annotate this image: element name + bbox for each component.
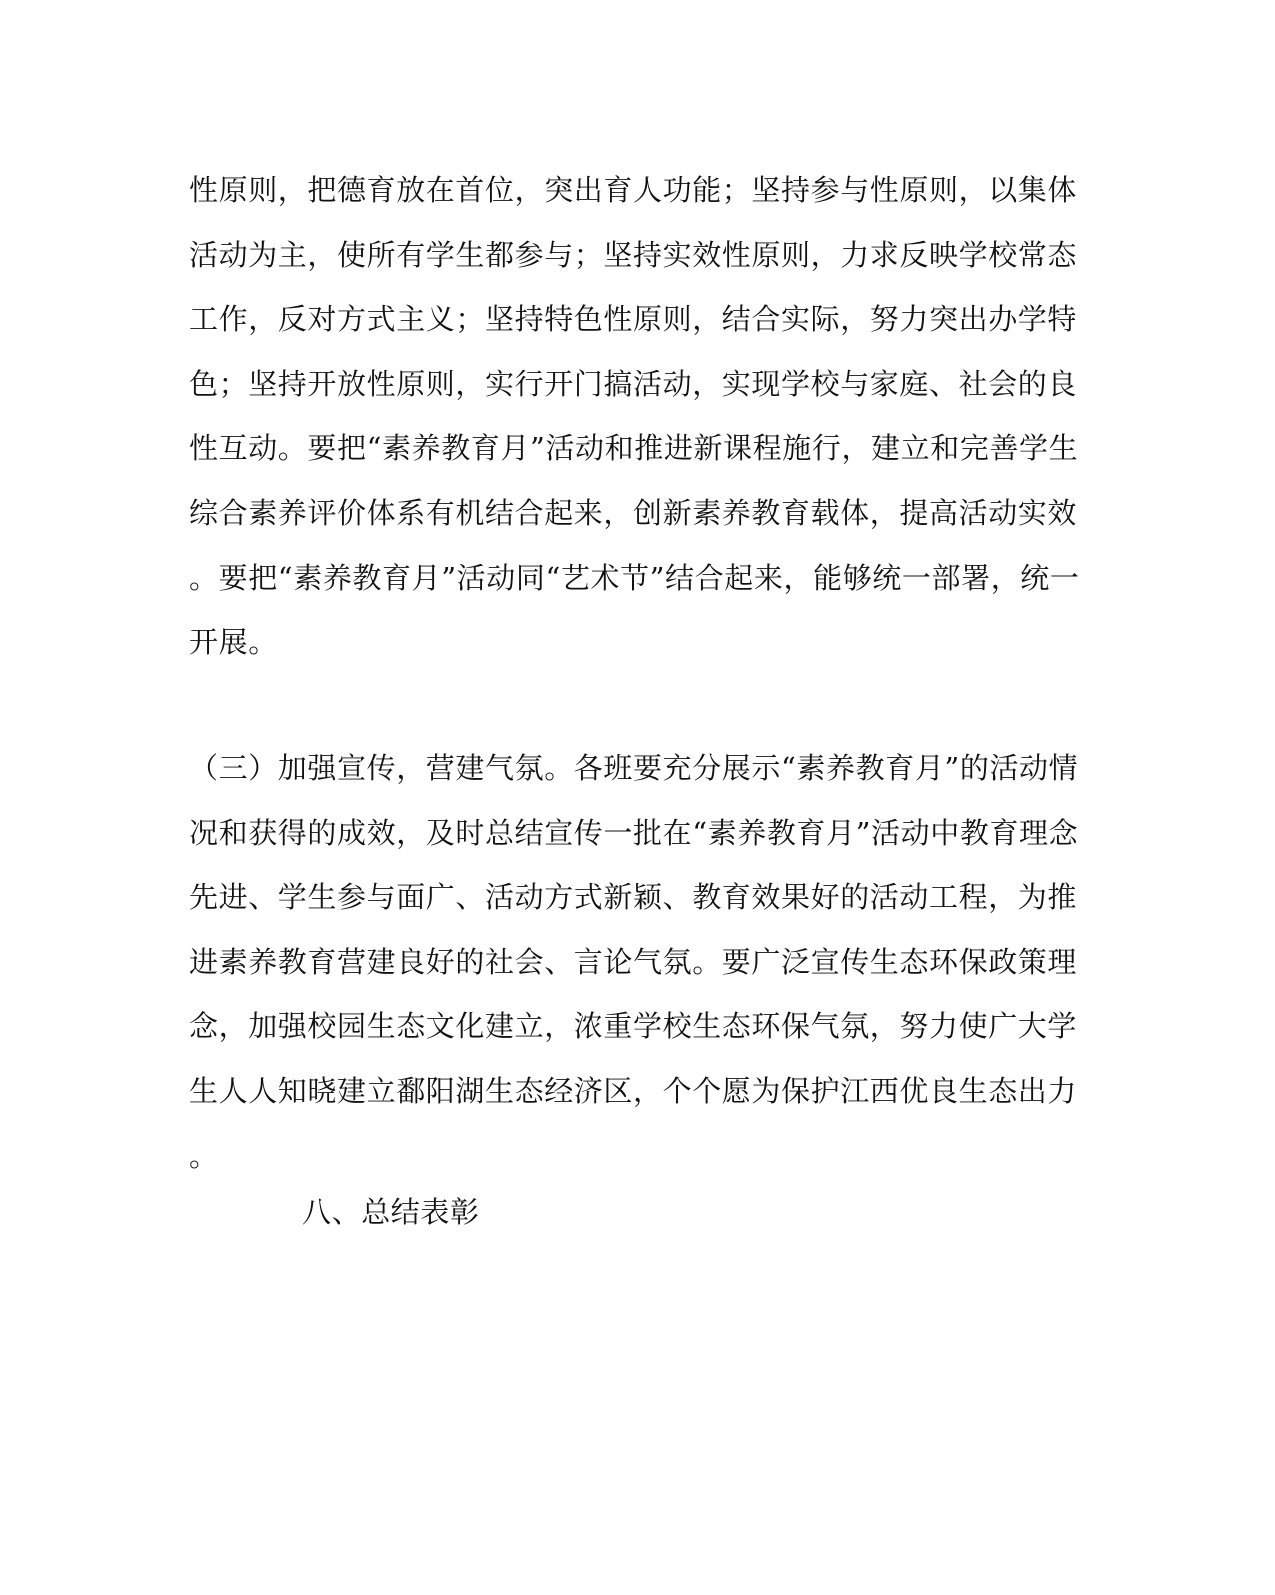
text-line: 进素养教育营建良好的社会、言论气氛。要广泛宣传生态环保政策理 — [189, 944, 1078, 979]
text-line: 生人人知晓建立鄱阳湖生态经济区，个个愿为保护江西优良生态出力 — [189, 1073, 1078, 1108]
text-line: 工作，反对方式主义；坚持特色性原则，结合实际，努力突出办学特 — [189, 302, 1078, 337]
text-line: 。 — [189, 1138, 219, 1173]
paragraph-principles — [189, 158, 1080, 675]
text-line: 性互动。要把“素养教育月”活动和推进新课程施行，建立和完善学生 — [189, 431, 1079, 466]
text-line: 综合素养评价体系有机结合起来，创新素养教育载体，提高活动实效 — [189, 495, 1078, 530]
text-line: 活动为主，使所有学生都参与；坚持实效性原则，力求反映学校常态 — [189, 237, 1078, 272]
section-heading: 八、总结表彰 — [302, 1195, 480, 1229]
text-line: 开展。 — [189, 625, 278, 660]
text-line: （三）加强宣传，营建气氛。各班要充分展示“素养教育月”的活动情 — [189, 751, 1079, 785]
text-line: 色；坚持开放性原则，实行开门搞活动，实现学校与家庭、社会的良 — [189, 366, 1078, 401]
text-line: 先进、学生参与面广、活动方式新颖、教育效果好的活动工程，为推 — [189, 880, 1078, 915]
text-line: 况和获得的成效，及时总结宣传一批在“素养教育月”活动中教育理念 — [189, 815, 1079, 850]
paragraph-publicity — [189, 736, 1079, 1188]
text-line: 性原则，把德育放在首位，突出育人功能；坚持参与性原则，以集体 — [189, 173, 1078, 207]
text-line: 念，加强校园生态文化建立，浓重学校生态环保气氛，努力使广大学 — [189, 1009, 1078, 1044]
text-line: 。要把“素养教育月”活动同“艺术节”结合起来，能够统一部署，统一 — [189, 560, 1080, 595]
